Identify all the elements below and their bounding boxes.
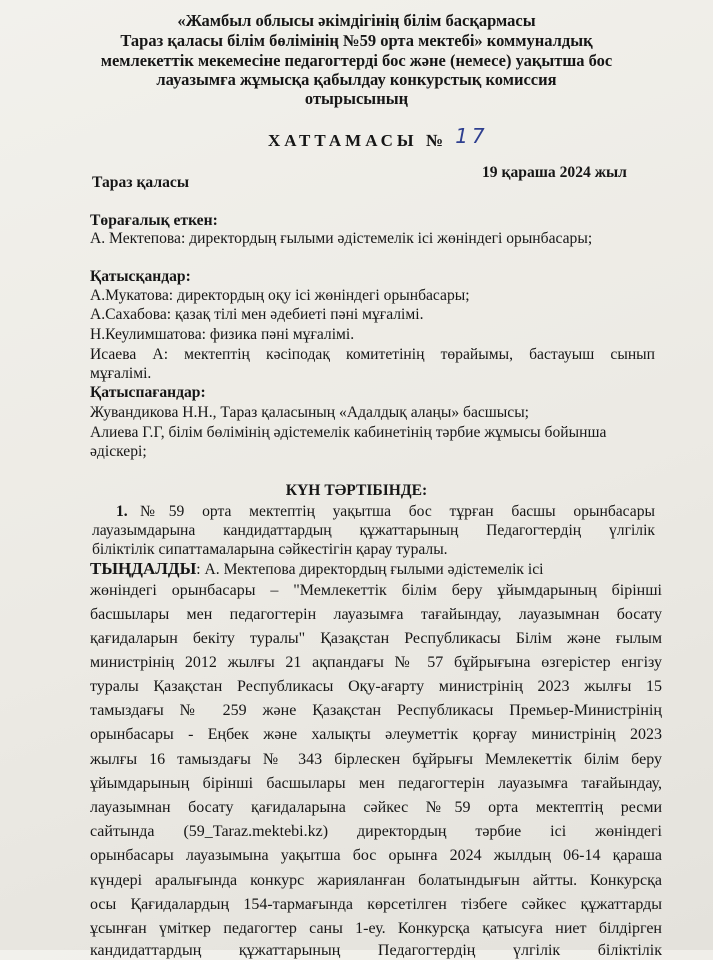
absent-item: Алиева Г.Г, білім бөлімінің әдістемелік кабинетінің тәрбие жұмысы бойынша [90,424,607,441]
heard-line: қағидаларын бекіту туралы" Қазақстан Республикасы Білім және ғылым [90,630,662,647]
heard-line: ұйымдарының бірінші басшылары мен педагогтерін лауазымға тағайындау, [90,775,662,792]
heard-line: жөніндегі орынбасары – "Мемлекеттік білім беру ұйымдарының бірінші [90,582,662,599]
date: 19 қараша 2024 жыл [482,164,627,181]
attended-item: А.Сахабова: қазақ тілі мен әдебиеті пәні мұғалімі. [90,306,424,323]
heard-line: сайтында (59_Taraz.mektebi.kz) директордың тәрбие ісі жөніндегі [90,823,662,840]
heard-line: осы Қағидалардың 154-тармағында көрсетілген тізбеге сәйкес құжаттарды [90,896,662,913]
absent-item: Жувандикова Н.Н., Тараз қаласының «Адалдық алаңы» басшысы; [90,404,530,421]
protocol-title-text: ХАТТАМАСЫ № [268,131,447,150]
heard-line: орынбасары - Еңбек және халықты әлеуметтік қорғау министрінің 2023 [90,726,662,743]
absent-item: әдіскері; [90,443,147,460]
attended-item: Исаева А: мектептің кәсіподақ комитетінің төрайымы, бастауыш сынып [90,346,655,363]
heard-line: туралы Қазақстан Республикасы Оқу-ағарту министрінің 2023 жылғы 15 [90,678,662,695]
agenda-heading: КҮН ТӘРТІБІНДЕ: [285,482,428,499]
chair-text: А. Мектепова: директордың ғылыми әдістемелік ісі жөніндегі орынбасары; [90,230,593,247]
attended-item: А.Мукатова: директордың оқу ісі жөніндегі орынбасары; [90,287,470,304]
protocol-title [268,124,489,150]
header-line-3: мемлекеттік мекемесіне педагогтерді бос және (немесе) уақытша бос [100,51,613,70]
heard-line: ұсынған үміткер педагогтер саны 1-еу. Конкурсқа қатысуға ниет білдірген [90,920,662,937]
heard-line: орынбасары лауазымына уақытша бос орынға 2024 жылдың 06-14 қараша [90,847,662,864]
header-line-1: «Жамбыл облысы әкімдігінің білім басқармасы [177,11,536,30]
heard-line: лауазымнан босату қағидаларына сәйкес №59 орта мектептің ресми [90,799,662,816]
heard-line: кандидаттардың құжаттарының Педагогтердің үлгілік біліктілік [90,942,662,959]
agenda-item-line: лауазымдарына кандидаттардың құжаттарының Педагогтердің үлгілік [92,522,655,539]
header-line-4: лауазымға жұмысқа қабылдау конкурстық комиссия [156,70,557,89]
header-line-2: Тараз қаласы білім бөлімінің №59 орта мектебі» коммуналдық [120,31,593,50]
attended-item: мұғалімі. [90,365,152,382]
absent-heading: Қатыспағандар: [90,384,206,401]
heard-first-line [90,560,658,579]
heard-line: министрінің 2012 жылғы 21 ақпандағы № 57 бұйрығына өзгерістер енгізу [90,654,662,671]
heard-label: ТЫҢДАЛДЫ [90,559,197,578]
header-line-5: отырысының [304,89,409,108]
attended-item: Н.Кеулимшатова: физика пәні мұғалімі. [90,326,355,343]
heard-line: жылғы 16 тамыздағы № 343 бірлескен бұйрығы Мемлекеттік білім беру [90,751,662,768]
attended-heading: Қатысқандар: [90,268,191,285]
protocol-number: 17 [455,124,489,148]
agenda-item-line: №59 орта мектептің уақытша бос тұрған басшы орынбасары [140,503,655,520]
heard-line: тамыздағы № 259 және Қазақстан Республикасы Премьер-Министрінің [90,702,662,719]
place: Тараз қаласы [92,174,190,191]
chair-heading: Төрағалық еткен: [90,212,218,229]
agenda-item-line: біліктілік сипаттамаларына сәйкестігін қарау туралы. [92,541,448,558]
agenda-item-number: 1. [116,503,128,520]
heard-first-text: : А. Мектепова директордың ғылыми әдістемелік ісі [196,561,544,578]
heard-line: басшылары мен педагогтерін лауазымға тағайындау, лауазымнан босату [90,606,662,623]
heard-line: күндері аралығында конкурс жарияланған болатындығын айтты. Конкурсқа [90,872,662,889]
